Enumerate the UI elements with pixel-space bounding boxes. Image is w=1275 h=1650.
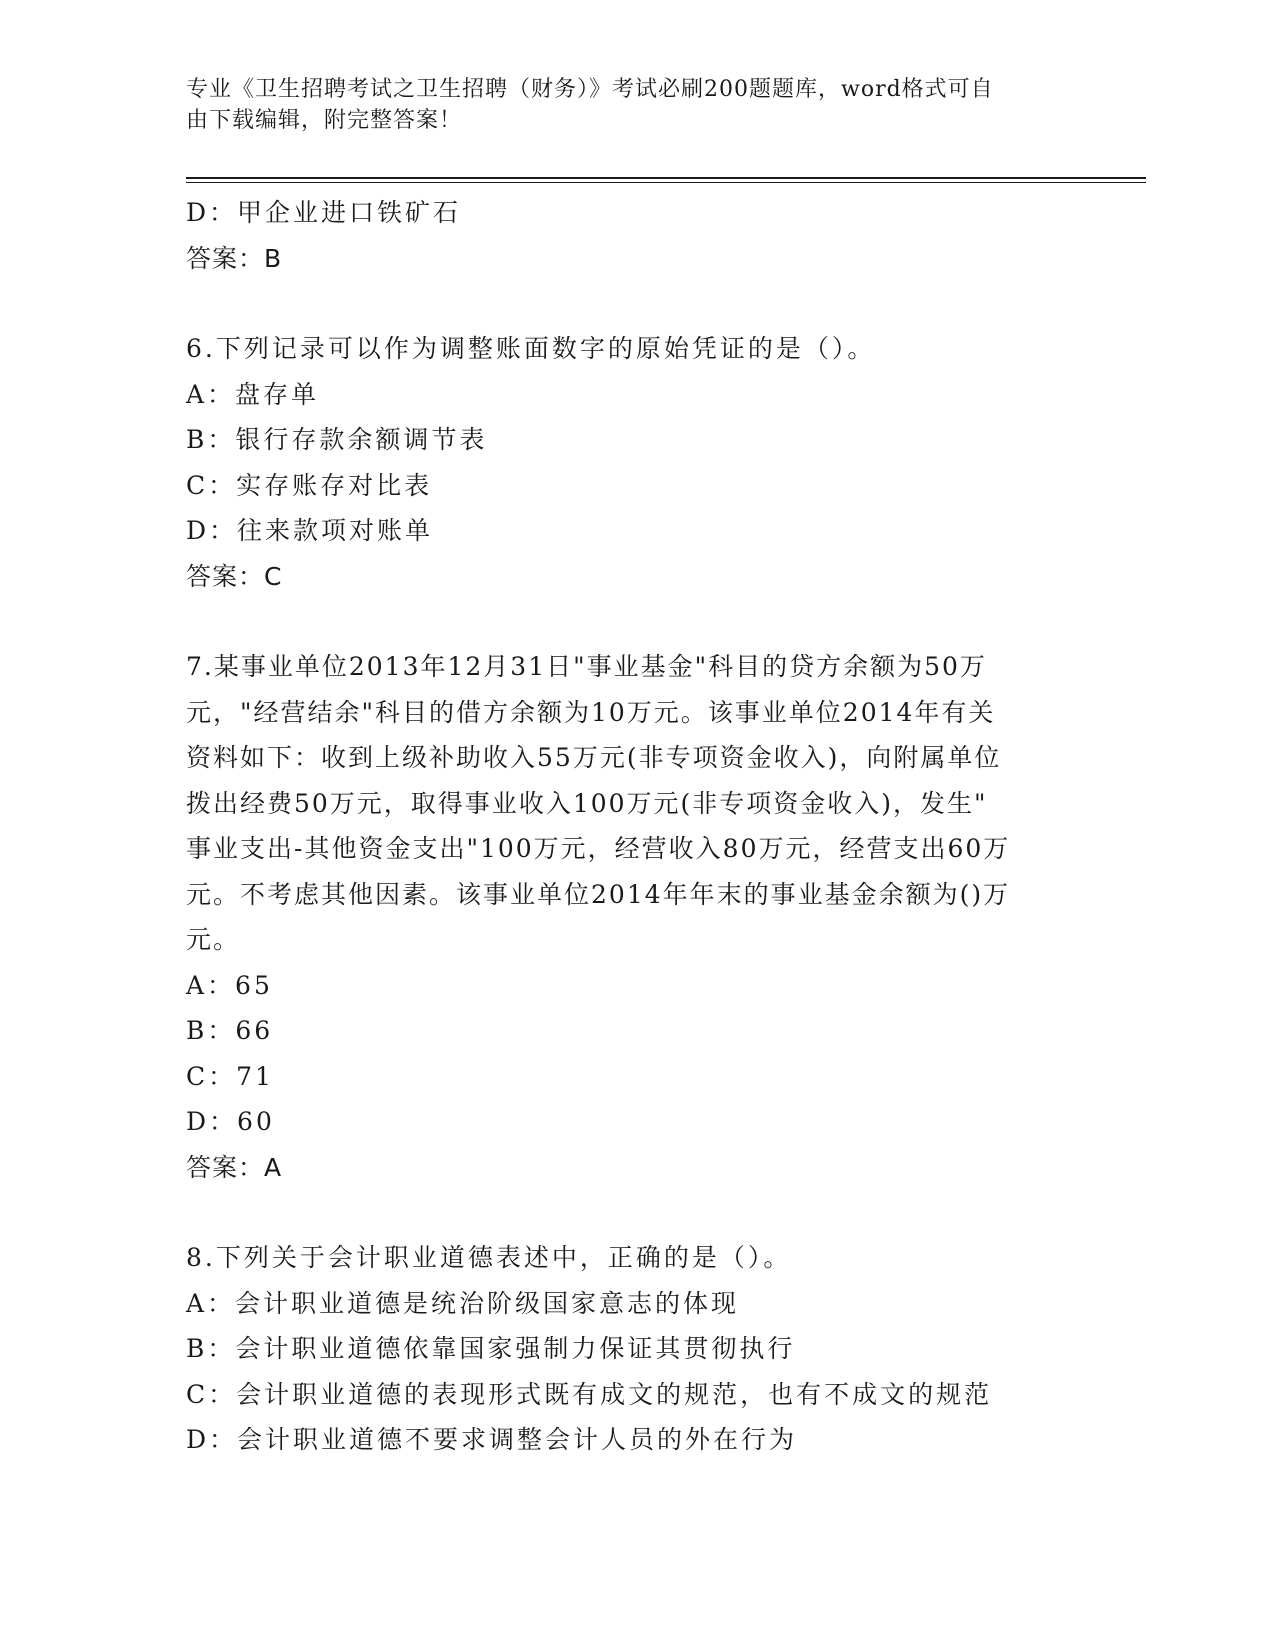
option-d: D：会计职业道德不要求调整会计人员的外在行为 bbox=[186, 1425, 798, 1454]
option-d: D：往来款项对账单 bbox=[186, 516, 434, 545]
option-a: A：会计职业道德是统治阶级国家意志的体现 bbox=[186, 1288, 740, 1318]
option-c: C：71 bbox=[186, 1061, 274, 1091]
question-stem-line: 事业支出-其他资金支出"100万元，经营收入80万元，经营支出60万 bbox=[186, 834, 1011, 863]
option-c: C：实存账存对比表 bbox=[186, 470, 433, 500]
question-7 bbox=[186, 644, 1076, 1190]
question-6 bbox=[186, 326, 1076, 599]
question-stem-line: 7.某事业单位2013年12月31日"事业基金"科目的贷方余额为50万 bbox=[186, 652, 987, 681]
header-line-1: 专业《卫生招聘考试之卫生招聘（财务）》考试必刷200题题库，word格式可自 bbox=[186, 77, 994, 102]
option-a: A：65 bbox=[186, 970, 273, 1000]
question-stem: 6.下列记录可以作为调整账面数字的原始凭证的是（）。 bbox=[186, 334, 876, 363]
spacer bbox=[186, 281, 1076, 326]
option-d: D：甲企业进口铁矿石 bbox=[186, 198, 462, 227]
answer-line: 答案：B bbox=[186, 243, 283, 273]
option-a: A：盘存单 bbox=[186, 379, 320, 409]
question-stem-line: 资料如下：收到上级补助收入55万元(非专项资金收入)，向附属单位 bbox=[186, 743, 1002, 772]
option-d: D：60 bbox=[186, 1107, 275, 1136]
question-stem-line: 元。 bbox=[186, 925, 241, 954]
header-divider-thin bbox=[186, 182, 1146, 183]
question-8 bbox=[186, 1235, 1076, 1463]
header-divider-thick bbox=[186, 177, 1146, 179]
answer-line: 答案：C bbox=[186, 561, 283, 591]
option-b: B：会计职业道德依靠国家强制力保证其贯彻执行 bbox=[186, 1334, 796, 1363]
option-c: C：会计职业道德的表现形式既有成文的规范，也有不成文的规范 bbox=[186, 1379, 993, 1409]
option-b: B：66 bbox=[186, 1016, 274, 1045]
previous-question-tail bbox=[186, 190, 1076, 281]
question-stem: 8.下列关于会计职业道德表述中，正确的是（）。 bbox=[186, 1243, 792, 1272]
spacer bbox=[186, 1190, 1076, 1235]
question-list bbox=[186, 190, 1076, 1463]
question-stem-line: 元。不考虑其他因素。该事业单位2014年年末的事业基金余额为()万 bbox=[186, 879, 1011, 909]
option-b: B：银行存款余额调节表 bbox=[186, 425, 488, 454]
document-header bbox=[186, 74, 1066, 136]
header-line-2: 由下载编辑，附完整答案！ bbox=[186, 108, 463, 133]
answer-line: 答案：A bbox=[186, 1152, 283, 1182]
question-stem-line: 元，"经营结余"科目的借方余额为10万元。该事业单位2014年有关 bbox=[186, 697, 996, 727]
question-stem-line: 拨出经费50万元，取得事业收入100万元(非专项资金收入)，发生" bbox=[186, 788, 988, 818]
spacer bbox=[186, 599, 1076, 644]
